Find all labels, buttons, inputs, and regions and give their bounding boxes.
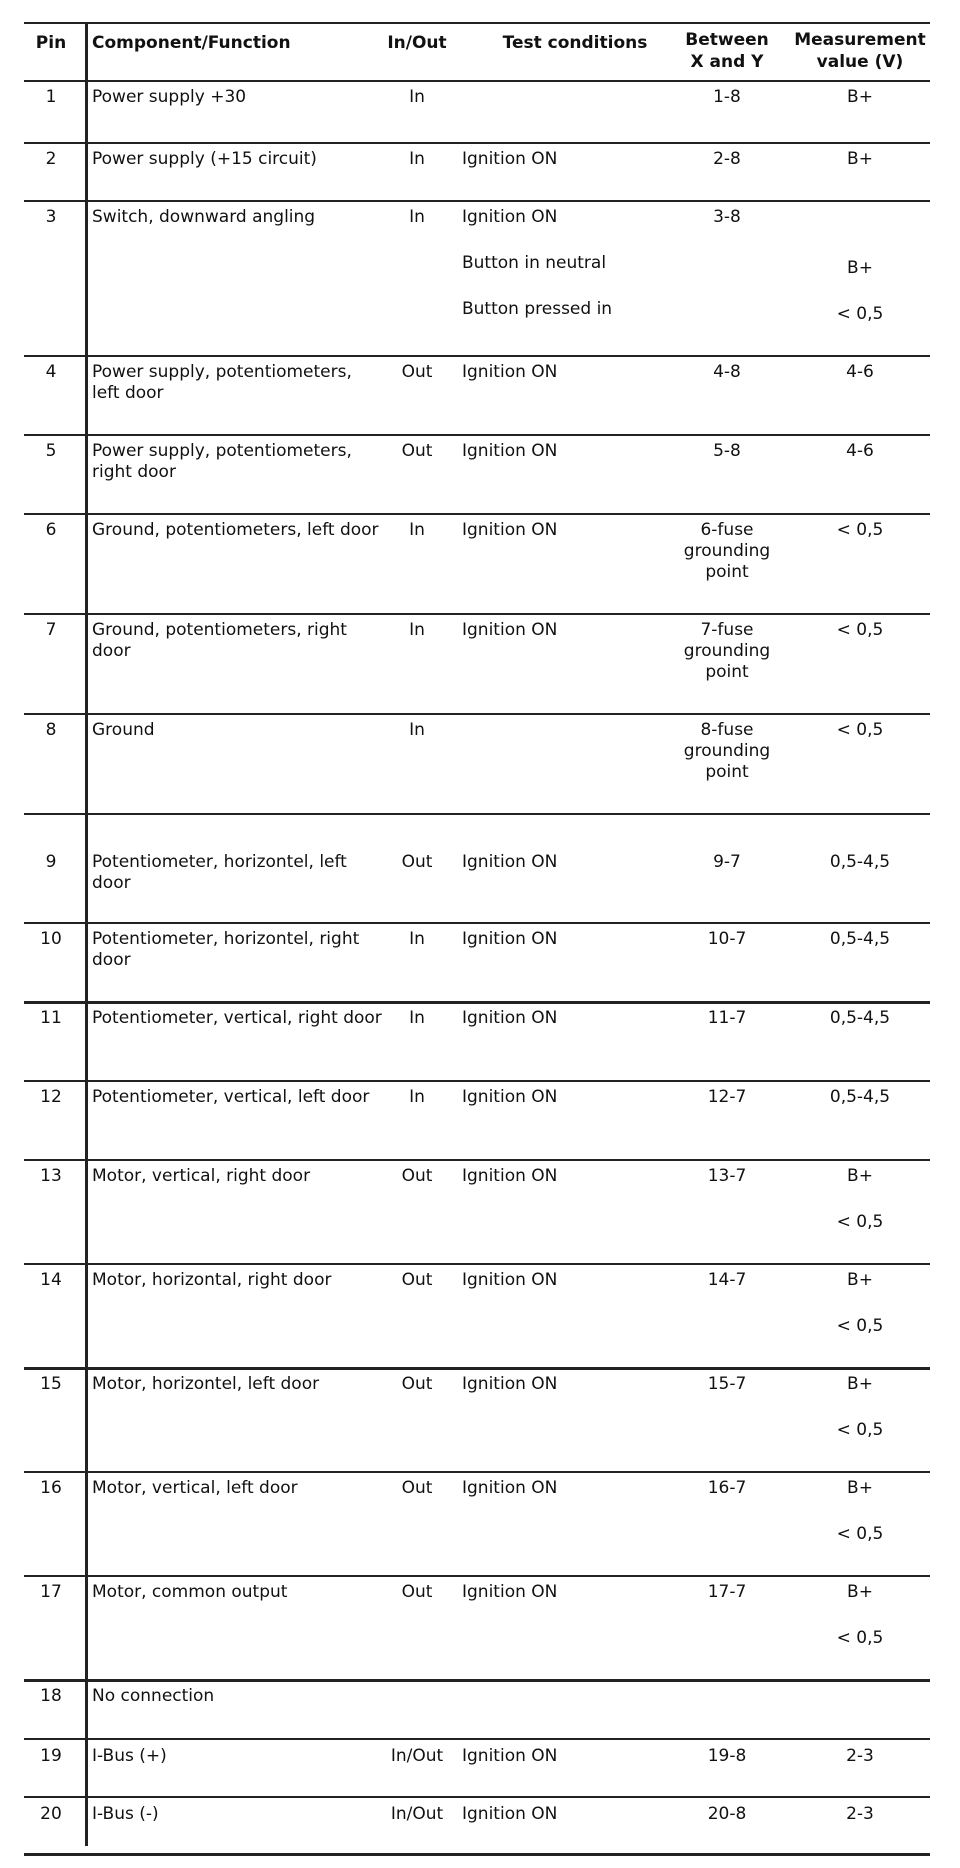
row-rule (24, 1001, 930, 1004)
test-condition: Ignition ON (462, 520, 558, 540)
measurement-value: < 0,5 (836, 1628, 884, 1648)
header-between-line1: Between (685, 30, 769, 50)
in-out: Out (401, 852, 433, 872)
in-out: In/Out (390, 1804, 444, 1824)
in-out: Out (401, 1270, 433, 1290)
row-rule (24, 434, 930, 436)
pin-number: 18 (40, 1686, 62, 1706)
row-rule (24, 1080, 930, 1082)
between-x-y: 19-8 (707, 1746, 747, 1766)
between-x-y: 12-7 (707, 1087, 747, 1107)
header-inout: In/Out (387, 33, 447, 53)
row-rule (24, 1263, 930, 1265)
between-x-y: 15-7 (707, 1374, 747, 1394)
between-x-y: 5-8 (713, 441, 741, 461)
component-function: Motor, common output (92, 1582, 288, 1602)
test-condition: Ignition ON (462, 441, 558, 461)
pin-number: 19 (40, 1746, 62, 1766)
test-condition: Ignition ON (462, 1270, 558, 1290)
component-function: Potentiometer, vertical, right door (92, 1008, 382, 1028)
in-out: Out (401, 441, 433, 461)
measurement-value: < 0,5 (836, 1524, 884, 1544)
in-out: Out (401, 1478, 433, 1498)
pin-number: 7 (45, 620, 57, 640)
measurement-value: B+ (847, 258, 873, 278)
measurement-value: 2-3 (846, 1746, 874, 1766)
in-out: In (409, 520, 425, 540)
measurement-value: < 0,5 (836, 720, 884, 740)
test-condition: Ignition ON (462, 1746, 558, 1766)
pin-number: 12 (40, 1087, 62, 1107)
pin-number: 5 (45, 441, 57, 461)
row-rule (24, 613, 930, 615)
in-out: In/Out (390, 1746, 444, 1766)
between-x-y: 8-fuse grounding point (683, 720, 771, 782)
component-function: Motor, horizontal, right door (92, 1270, 332, 1290)
between-x-y: 4-8 (713, 362, 741, 382)
in-out: Out (401, 1374, 433, 1394)
header-between-line2: X and Y (690, 52, 764, 72)
component-function: Power supply +30 (92, 87, 247, 107)
pin-column-divider (85, 22, 88, 1846)
test-condition: Ignition ON (462, 1804, 558, 1824)
row-rule (24, 1471, 930, 1473)
header-pin: Pin (35, 33, 67, 53)
row-rule (24, 142, 930, 144)
test-condition: Ignition ON (462, 149, 558, 169)
header-measurement-line1: Measurement (794, 30, 926, 50)
measurement-value: B+ (847, 149, 873, 169)
component-function: Potentiometer, vertical, left door (92, 1087, 370, 1107)
between-x-y: 17-7 (707, 1582, 747, 1602)
measurement-value: < 0,5 (836, 1420, 884, 1440)
measurement-value: 4-6 (846, 362, 874, 382)
pin-number: 10 (40, 929, 62, 949)
in-out: In (409, 1087, 425, 1107)
pin-number: 14 (40, 1270, 62, 1290)
measurement-value: < 0,5 (836, 620, 884, 640)
row-rule (24, 200, 930, 202)
pin-number: 16 (40, 1478, 62, 1498)
component-function: Power supply (+15 circuit) (92, 149, 317, 169)
test-condition: Ignition ON (462, 1582, 558, 1602)
in-out: In (409, 620, 425, 640)
measurement-value: 0,5-4,5 (829, 1087, 891, 1107)
row-rule (24, 713, 930, 715)
in-out: In (409, 207, 425, 227)
test-condition: Ignition ON (462, 1087, 558, 1107)
row-rule (24, 1796, 930, 1798)
component-function: No connection (92, 1686, 215, 1706)
component-function: Potentiometer, horizontel, left door (92, 852, 347, 893)
pin-number: 1 (45, 87, 57, 107)
component-function: I-Bus (+) (92, 1746, 167, 1766)
pin-number: 13 (40, 1166, 62, 1186)
table-top-rule (24, 22, 930, 24)
test-condition: Ignition ON (462, 852, 558, 872)
measurement-value: 4-6 (846, 441, 874, 461)
measurement-value: 0,5-4,5 (829, 852, 891, 872)
pin-number: 2 (45, 149, 57, 169)
between-x-y: 14-7 (707, 1270, 747, 1290)
between-x-y: 16-7 (707, 1478, 747, 1498)
in-out: In (409, 1008, 425, 1028)
test-condition: Ignition ON (462, 1374, 558, 1394)
header-test-conditions: Test conditions (502, 33, 648, 53)
between-x-y: 13-7 (707, 1166, 747, 1186)
component-function: Motor, vertical, left door (92, 1478, 298, 1498)
table-bottom-rule (24, 1853, 930, 1856)
component-function: Motor, horizontel, left door (92, 1374, 320, 1394)
header-bottom-rule (24, 80, 930, 82)
pin-number: 17 (40, 1582, 62, 1602)
header-measurement-line2: value (V) (816, 52, 904, 72)
test-condition: Ignition ON (462, 1008, 558, 1028)
row-rule (24, 1575, 930, 1577)
row-rule (24, 1159, 930, 1161)
test-condition: Button pressed in (462, 299, 613, 319)
measurement-value: 0,5-4,5 (829, 929, 891, 949)
in-out: In (409, 929, 425, 949)
measurement-value: B+ (847, 1166, 873, 1186)
measurement-value: < 0,5 (836, 1316, 884, 1336)
row-rule (24, 1738, 930, 1740)
test-condition: Ignition ON (462, 1478, 558, 1498)
pin-number: 4 (45, 362, 57, 382)
between-x-y: 7-fuse grounding point (683, 620, 771, 682)
between-x-y: 20-8 (707, 1804, 747, 1824)
between-x-y: 3-8 (713, 207, 741, 227)
in-out: In (409, 149, 425, 169)
component-function: Power supply, potentiometers, left door (92, 362, 352, 403)
measurement-value: < 0,5 (836, 1212, 884, 1232)
row-rule (24, 513, 930, 515)
test-condition: Ignition ON (462, 362, 558, 382)
pin-number: 3 (45, 207, 57, 227)
pin-number: 9 (45, 852, 57, 872)
component-function: Ground (92, 720, 155, 740)
measurement-value: 2-3 (846, 1804, 874, 1824)
between-x-y: 2-8 (713, 149, 741, 169)
pin-number: 6 (45, 520, 57, 540)
component-function: Switch, downward angling (92, 207, 316, 227)
header-component: Component/Function (92, 33, 291, 53)
test-condition: Ignition ON (462, 207, 558, 227)
measurement-value: < 0,5 (836, 304, 884, 324)
measurement-value: B+ (847, 1270, 873, 1290)
row-rule (24, 1367, 930, 1370)
row-rule (24, 813, 930, 815)
component-function: Potentiometer, horizontel, right door (92, 929, 360, 970)
pin-number: 15 (40, 1374, 62, 1394)
test-condition: Ignition ON (462, 929, 558, 949)
in-out: Out (401, 1166, 433, 1186)
between-x-y: 9-7 (713, 852, 741, 872)
between-x-y: 11-7 (707, 1008, 747, 1028)
measurement-value: B+ (847, 1478, 873, 1498)
measurement-value: 0,5-4,5 (829, 1008, 891, 1028)
test-condition: Button in neutral (462, 253, 607, 273)
pin-number: 11 (40, 1008, 62, 1028)
test-condition: Ignition ON (462, 1166, 558, 1186)
in-out: Out (401, 1582, 433, 1602)
row-rule (24, 355, 930, 357)
row-rule (24, 1679, 930, 1682)
component-function: Ground, potentiometers, left door (92, 520, 379, 540)
measurement-value: B+ (847, 1582, 873, 1602)
in-out: In (409, 87, 425, 107)
component-function: Power supply, potentiometers, right door (92, 441, 352, 482)
in-out: Out (401, 362, 433, 382)
component-function: Motor, vertical, right door (92, 1166, 311, 1186)
measurement-value: B+ (847, 1374, 873, 1394)
between-x-y: 1-8 (713, 87, 741, 107)
between-x-y: 6-fuse grounding point (683, 520, 771, 582)
row-rule (24, 922, 930, 924)
measurement-value: < 0,5 (836, 520, 884, 540)
test-condition: Ignition ON (462, 620, 558, 640)
component-function: Ground, potentiometers, right door (92, 620, 347, 661)
pin-number: 20 (40, 1804, 62, 1824)
between-x-y: 10-7 (707, 929, 747, 949)
component-function: I-Bus (-) (92, 1804, 159, 1824)
measurement-value: B+ (847, 87, 873, 107)
in-out: In (409, 720, 425, 740)
pin-number: 8 (45, 720, 57, 740)
